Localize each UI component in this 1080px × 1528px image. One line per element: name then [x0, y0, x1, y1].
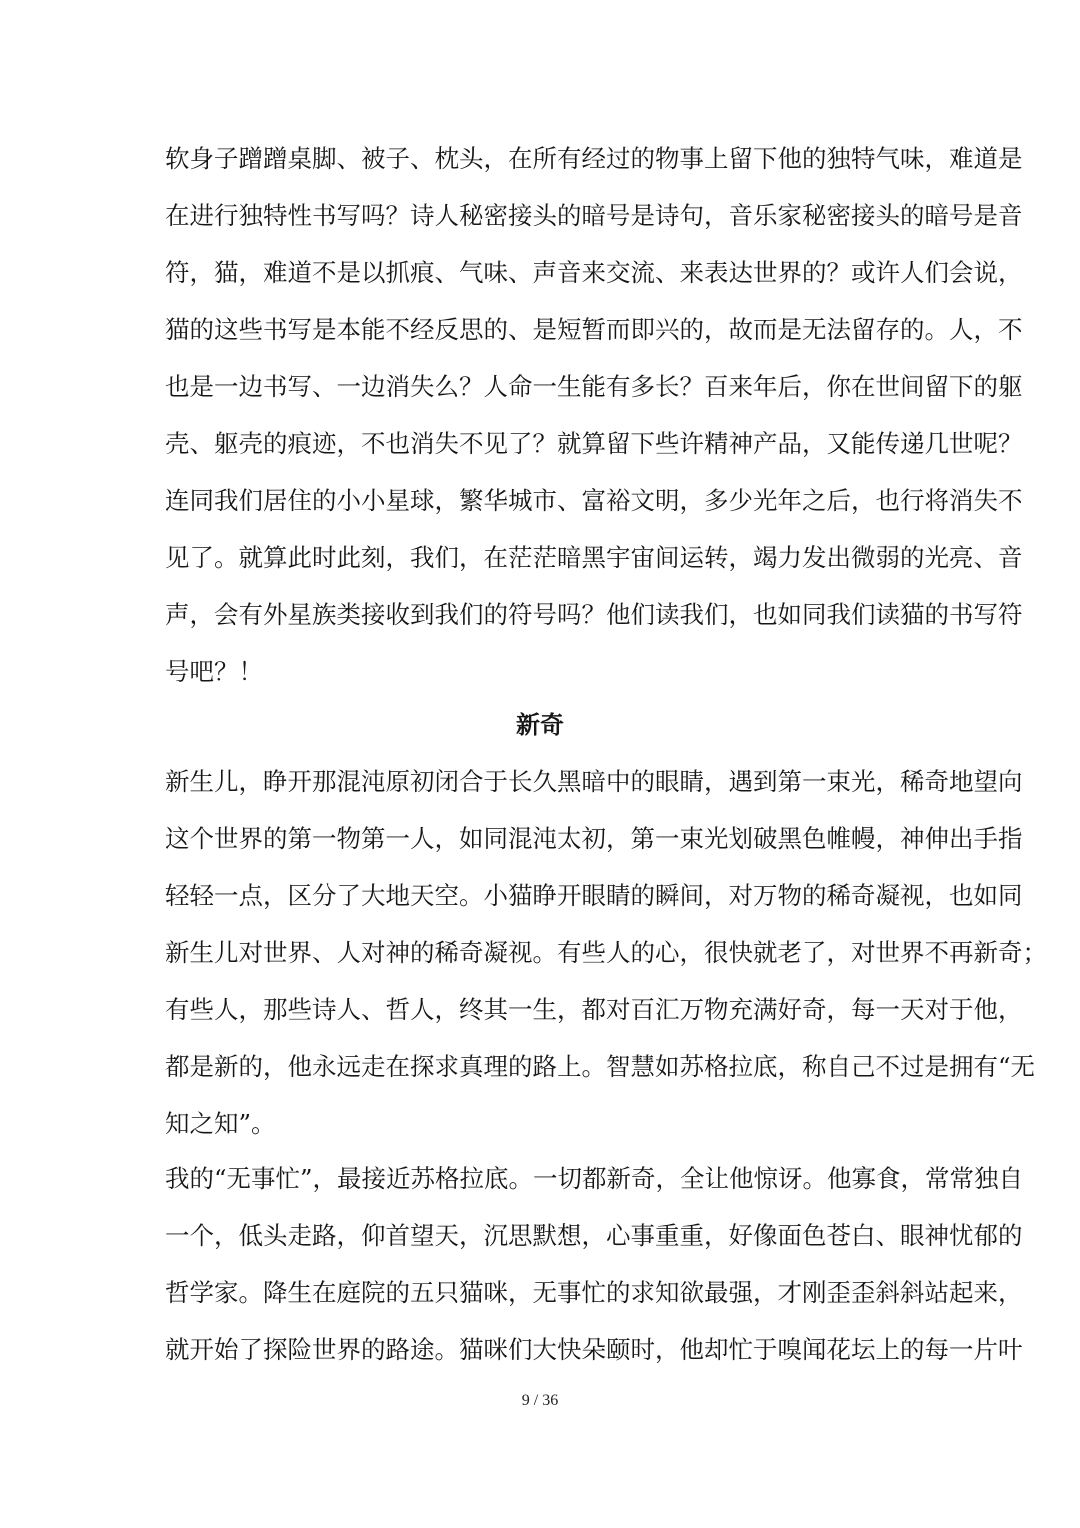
paragraph-line: 新生儿对世界、人对神的稀奇凝视。有些人的心，很快就老了，对世界不再新奇； [165, 938, 1047, 967]
paragraph-line: 也是一边书写、一边消失么？人命一生能有多长？百来年后，你在世间留下的躯 [165, 372, 1023, 401]
paragraph-line: 连同我们居住的小小星球，繁华城市、富裕文明，多少光年之后，也行将消失不 [165, 486, 1023, 515]
paragraph-line: 在进行独特性书写吗？诗人秘密接头的暗号是诗句，音乐家秘密接头的暗号是音 [165, 201, 1023, 230]
paragraph-line: 见了。就算此时此刻，我们，在茫茫暗黑宇宙间运转，竭力发出微弱的光亮、音 [165, 543, 1023, 572]
paragraph-line: 知之知”。 [165, 1109, 276, 1138]
paragraph-line: 轻轻一点，区分了大地天空。小猫睁开眼睛的瞬间，对万物的稀奇凝视，也如同 [165, 881, 1023, 910]
paragraph-line: 哲学家。降生在庭院的五只猫咪，无事忙的求知欲最强，才刚歪歪斜斜站起来， [165, 1278, 1023, 1307]
page-number: 9 / 36 [521, 1392, 559, 1409]
section-heading: 新奇 [516, 710, 564, 739]
paragraph-line: 都是新的，他永远走在探求真理的路上。智慧如苏格拉底，称自己不过是拥有“无 [165, 1052, 1036, 1081]
paragraph-line: 软身子蹭蹭桌脚、被子、枕头，在所有经过的物事上留下他的独特气味，难道是 [165, 144, 1023, 173]
paragraph-line: 猫的这些书写是本能不经反思的、是短暂而即兴的，故而是无法留存的。人，不 [165, 315, 1023, 344]
paragraph-line: 就开始了探险世界的路途。猫咪们大快朵颐时，他却忙于嗅闻花坛上的每一片叶 [165, 1335, 1023, 1364]
paragraph-line: 一个，低头走路，仰首望天，沉思默想，心事重重，好像面色苍白、眼神忧郁的 [165, 1221, 1023, 1250]
paragraph-line: 号吧？！ [165, 657, 263, 686]
paragraph-line: 壳、躯壳的痕迹，不也消失不见了？就算留下些许精神产品，又能传递几世呢？ [165, 429, 1023, 458]
paragraph-line: 这个世界的第一物第一人，如同混沌太初，第一束光划破黑色帷幔，神伸出手指 [165, 824, 1023, 853]
paragraph-line: 我的“无事忙”，最接近苏格拉底。一切都新奇，全让他惊讶。他寡食，常常独自 [165, 1164, 1024, 1193]
paragraph-line: 新生儿，睁开那混沌原初闭合于长久黑暗中的眼睛，遇到第一束光，稀奇地望向 [165, 767, 1023, 796]
paragraph-line: 声，会有外星族类接收到我们的符号吗？他们读我们，也如同我们读猫的书写符 [165, 600, 1023, 629]
paragraph-line: 符，猫，难道不是以抓痕、气味、声音来交流、来表达世界的？或许人们会说， [165, 258, 1023, 287]
paragraph-line: 有些人，那些诗人、哲人，终其一生，都对百汇万物充满好奇，每一天对于他， [165, 995, 1023, 1024]
